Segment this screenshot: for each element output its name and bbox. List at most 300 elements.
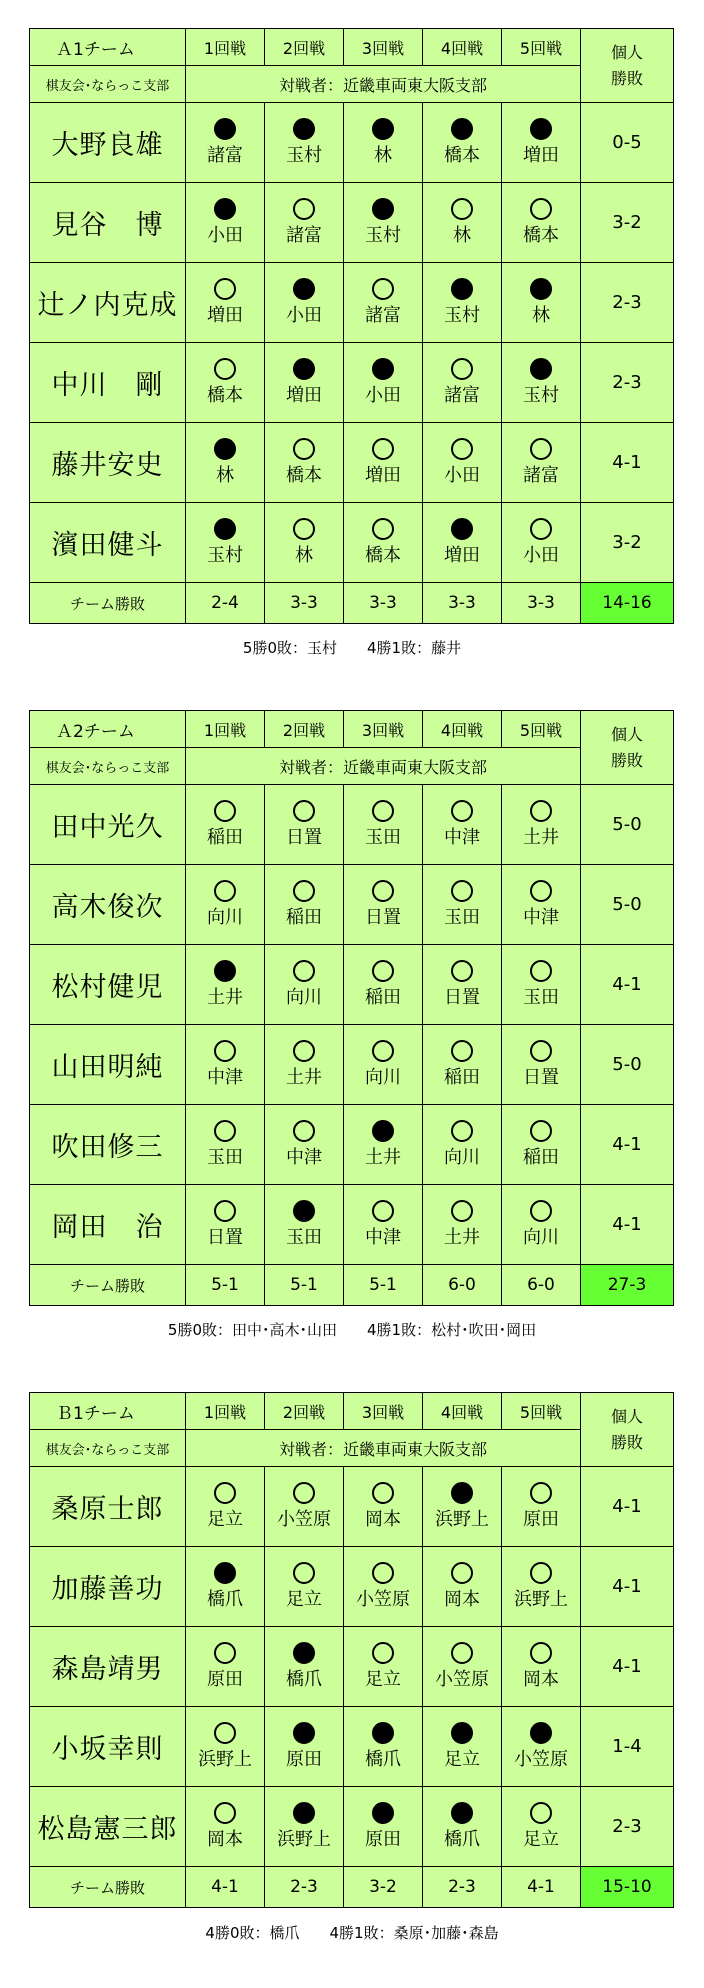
game-cell: [423, 103, 502, 183]
opponent-name: 小田: [523, 545, 559, 566]
round-header: 2回戦: [265, 711, 344, 748]
game-cell: [423, 183, 502, 263]
win-circle-icon: [451, 800, 473, 822]
loss-circle-icon: [451, 278, 473, 300]
loss-circle-icon: [214, 198, 236, 220]
opponent-name: 玉村: [444, 305, 480, 326]
opponent-name: 林: [453, 225, 471, 246]
round-header: 1回戦: [186, 711, 265, 748]
player-record: 3-2: [581, 503, 674, 583]
game-cell: [186, 503, 265, 583]
player-record: 5-0: [581, 1025, 674, 1105]
opponent-name: 小田: [365, 385, 401, 406]
loss-circle-icon: [451, 1802, 473, 1824]
team-block: [29, 28, 673, 624]
win-circle-icon: [214, 1642, 236, 1664]
player-row: [30, 1467, 674, 1547]
player-row: [30, 103, 674, 183]
round-header: 1回戦: [186, 1393, 265, 1430]
loss-circle-icon: [372, 1802, 394, 1824]
game-cell: [344, 1025, 423, 1105]
round-header: 4回戦: [423, 1393, 502, 1430]
opponent-name: 原田: [365, 1829, 401, 1850]
opponent-name: 向川: [207, 907, 243, 928]
game-cell: [265, 423, 344, 503]
game-cell: [344, 1627, 423, 1707]
game-cell: [186, 343, 265, 423]
round-header: 4回戦: [423, 29, 502, 66]
game-cell: [265, 1627, 344, 1707]
player-record: 4-1: [581, 1185, 674, 1265]
game-cell: [265, 343, 344, 423]
game-cell: [265, 945, 344, 1025]
game-cell: [186, 1185, 265, 1265]
opponent-name: 向川: [523, 1227, 559, 1248]
game-cell: [186, 1467, 265, 1547]
win-circle-icon: [451, 198, 473, 220]
win-circle-icon: [372, 800, 394, 822]
win-circle-icon: [530, 1482, 552, 1504]
opponent-name: 橋爪: [365, 1749, 401, 1770]
loss-circle-icon: [293, 1802, 315, 1824]
team-round-result: 5-1: [265, 1265, 344, 1306]
game-cell: [423, 1547, 502, 1627]
win-circle-icon: [530, 438, 552, 460]
game-cell: [423, 945, 502, 1025]
win-circle-icon: [530, 880, 552, 902]
win-circle-icon: [214, 880, 236, 902]
win-circle-icon: [214, 1120, 236, 1142]
game-cell: [186, 1707, 265, 1787]
opponent-name: 橋本: [523, 225, 559, 246]
opponent-name: 橋本: [444, 145, 480, 166]
team-block: [29, 1392, 673, 1908]
opponent-name: 小田: [286, 305, 322, 326]
team-block: [29, 710, 673, 1306]
player-name: 高木俊次: [30, 865, 186, 945]
opponent-name: 増田: [365, 465, 401, 486]
game-cell: [502, 263, 581, 343]
player-name: 岡田 治: [30, 1185, 186, 1265]
team-round-result: 3-3: [423, 583, 502, 624]
individual-record-header: [581, 1393, 674, 1467]
loss-circle-icon: [372, 1120, 394, 1142]
opponent-name: 橋爪: [286, 1669, 322, 1690]
game-cell: [502, 1185, 581, 1265]
player-name: 山田明純: [30, 1025, 186, 1105]
opponent-name: 岡本: [365, 1509, 401, 1530]
game-cell: [265, 263, 344, 343]
loss-circle-icon: [372, 1722, 394, 1744]
game-cell: [265, 865, 344, 945]
game-cell: [186, 183, 265, 263]
win-circle-icon: [372, 1642, 394, 1664]
player-name: 森島靖男: [30, 1627, 186, 1707]
game-cell: [344, 1547, 423, 1627]
game-cell: [502, 865, 581, 945]
game-cell: [502, 1105, 581, 1185]
player-row: [30, 1185, 674, 1265]
game-cell: [502, 785, 581, 865]
player-row: [30, 945, 674, 1025]
round-header: 3回戦: [344, 1393, 423, 1430]
individual-header-line1: 個人: [610, 724, 643, 744]
win-circle-icon: [451, 1562, 473, 1584]
loss-circle-icon: [214, 438, 236, 460]
player-record: 4-1: [581, 1105, 674, 1185]
win-circle-icon: [372, 960, 394, 982]
game-cell: [423, 1105, 502, 1185]
game-cell: [265, 1105, 344, 1185]
win-circle-icon: [451, 1120, 473, 1142]
opponent-name: 諸富: [444, 385, 480, 406]
player-name: 中川 剛: [30, 343, 186, 423]
win-circle-icon: [530, 1642, 552, 1664]
opponent-name: 林: [216, 465, 234, 486]
game-cell: [186, 263, 265, 343]
player-row: [30, 1627, 674, 1707]
game-cell: [423, 1467, 502, 1547]
loss-circle-icon: [372, 198, 394, 220]
round-header: 2回戦: [265, 29, 344, 66]
game-cell: [423, 343, 502, 423]
win-circle-icon: [372, 518, 394, 540]
player-row: [30, 503, 674, 583]
opponent-name: 岡本: [523, 1669, 559, 1690]
opponent-name: 土井: [286, 1067, 322, 1088]
player-row: [30, 1547, 674, 1627]
team-round-result: 5-1: [186, 1265, 265, 1306]
player-row: [30, 343, 674, 423]
game-cell: [186, 945, 265, 1025]
win-circle-icon: [293, 1482, 315, 1504]
player-name: 小坂幸則: [30, 1707, 186, 1787]
round-header: 4回戦: [423, 711, 502, 748]
win-circle-icon: [530, 1120, 552, 1142]
win-circle-icon: [530, 198, 552, 220]
team-round-result: 3-3: [502, 583, 581, 624]
opponent-name: 向川: [286, 987, 322, 1008]
loss-circle-icon: [214, 1562, 236, 1584]
opponent-name: 浜野上: [435, 1509, 489, 1530]
results-table: [29, 1392, 674, 1908]
individual-record-header: [581, 711, 674, 785]
loss-circle-icon: [293, 118, 315, 140]
opponent-name: 足立: [523, 1829, 559, 1850]
player-name: 松島憲三郎: [30, 1787, 186, 1867]
team-name: Ａ1チーム: [30, 29, 186, 66]
loss-circle-icon: [451, 1482, 473, 1504]
win-circle-icon: [530, 1562, 552, 1584]
loss-circle-icon: [293, 278, 315, 300]
win-circle-icon: [530, 1802, 552, 1824]
loss-circle-icon: [372, 118, 394, 140]
game-cell: [344, 865, 423, 945]
player-row: [30, 1105, 674, 1185]
opponent-name: 橋本: [365, 545, 401, 566]
win-circle-icon: [451, 358, 473, 380]
win-circle-icon: [372, 278, 394, 300]
win-circle-icon: [214, 1482, 236, 1504]
player-record: 4-1: [581, 1627, 674, 1707]
win-circle-icon: [451, 880, 473, 902]
team-round-result: 6-0: [423, 1265, 502, 1306]
opponent-name: 中津: [523, 907, 559, 928]
loss-circle-icon: [530, 358, 552, 380]
opponent-name: 稲田: [444, 1067, 480, 1088]
win-circle-icon: [214, 1802, 236, 1824]
team-round-result: 3-3: [265, 583, 344, 624]
game-cell: [423, 263, 502, 343]
team-round-result: 5-1: [344, 1265, 423, 1306]
win-circle-icon: [293, 198, 315, 220]
opponent-name: 土井: [207, 987, 243, 1008]
win-circle-icon: [372, 1200, 394, 1222]
team-result-label: チーム勝敗: [30, 1867, 186, 1908]
opponent-name: 増田: [444, 545, 480, 566]
win-circle-icon: [293, 1120, 315, 1142]
game-cell: [186, 1787, 265, 1867]
opponent-name: 橋爪: [207, 1589, 243, 1610]
round-header: 5回戦: [502, 711, 581, 748]
opponent-name: 諸富: [286, 225, 322, 246]
win-circle-icon: [451, 1200, 473, 1222]
win-circle-icon: [293, 880, 315, 902]
opponent-name: 稲田: [365, 987, 401, 1008]
player-row: [30, 423, 674, 503]
loss-circle-icon: [293, 1200, 315, 1222]
player-row: [30, 785, 674, 865]
round-header: 3回戦: [344, 29, 423, 66]
individual-header-line1: 個人: [610, 1406, 643, 1426]
individual-record-header: [581, 29, 674, 103]
game-cell: [265, 1787, 344, 1867]
individual-header-line2: 勝敗: [610, 1432, 643, 1452]
player-name: 加藤善功: [30, 1547, 186, 1627]
loss-circle-icon: [530, 278, 552, 300]
game-cell: [344, 1105, 423, 1185]
team-round-result: 3-2: [344, 1867, 423, 1908]
team-round-result: 4-1: [186, 1867, 265, 1908]
opponent-name: 小笠原: [514, 1749, 568, 1770]
opponent-name: 浜野上: [198, 1749, 252, 1770]
opponent-name: 玉田: [207, 1147, 243, 1168]
opponent-name: 原田: [207, 1669, 243, 1690]
player-row: [30, 263, 674, 343]
game-cell: [423, 1025, 502, 1105]
game-cell: [265, 103, 344, 183]
win-circle-icon: [530, 960, 552, 982]
team-grand-total: 14-16: [581, 583, 674, 624]
team-name: Ａ2チーム: [30, 711, 186, 748]
player-name: 濱田健斗: [30, 503, 186, 583]
win-circle-icon: [530, 1040, 552, 1062]
loss-circle-icon: [214, 118, 236, 140]
win-circle-icon: [530, 518, 552, 540]
player-record: 3-2: [581, 183, 674, 263]
win-circle-icon: [372, 880, 394, 902]
loss-circle-icon: [451, 518, 473, 540]
win-circle-icon: [451, 438, 473, 460]
opponent-name: 玉田: [444, 907, 480, 928]
individual-header-line2: 勝敗: [610, 68, 643, 88]
game-cell: [344, 423, 423, 503]
win-circle-icon: [293, 438, 315, 460]
opponent-name: 日置: [207, 1227, 243, 1248]
game-cell: [502, 1467, 581, 1547]
team-grand-total: 27-3: [581, 1265, 674, 1306]
win-circle-icon: [293, 960, 315, 982]
opponent-name: 林: [374, 145, 392, 166]
opponent-name: 土井: [523, 827, 559, 848]
game-cell: [502, 1025, 581, 1105]
opponent-name: 岡本: [444, 1589, 480, 1610]
opponent-name: 林: [532, 305, 550, 326]
club-name: 棋友会･ならっこ支部: [30, 1430, 186, 1467]
game-cell: [344, 945, 423, 1025]
win-circle-icon: [451, 1642, 473, 1664]
player-name: 田中光久: [30, 785, 186, 865]
loss-circle-icon: [451, 118, 473, 140]
team-round-result: 2-3: [265, 1867, 344, 1908]
player-row: [30, 1025, 674, 1105]
opponent-name: 増田: [523, 145, 559, 166]
opponent-name: 林: [295, 545, 313, 566]
individual-header-line2: 勝敗: [610, 750, 643, 770]
game-cell: [186, 1105, 265, 1185]
opponent-name: 諸富: [365, 305, 401, 326]
win-circle-icon: [372, 1040, 394, 1062]
opponent-name: 中津: [444, 827, 480, 848]
win-circle-icon: [372, 1562, 394, 1584]
win-circle-icon: [530, 1200, 552, 1222]
opponent-name: 橋爪: [444, 1829, 480, 1850]
game-cell: [423, 1707, 502, 1787]
player-record: 4-1: [581, 423, 674, 503]
opponent-name: 玉田: [523, 987, 559, 1008]
win-circle-icon: [214, 358, 236, 380]
game-cell: [186, 1025, 265, 1105]
game-cell: [423, 1627, 502, 1707]
game-cell: [344, 1787, 423, 1867]
team-result-label: チーム勝敗: [30, 583, 186, 624]
game-cell: [344, 1185, 423, 1265]
opponent-name: 向川: [365, 1067, 401, 1088]
game-cell: [186, 865, 265, 945]
opponent-name: 玉田: [365, 827, 401, 848]
game-cell: [502, 1787, 581, 1867]
player-name: 見谷 博: [30, 183, 186, 263]
game-cell: [423, 423, 502, 503]
opponent-name: 日置: [444, 987, 480, 1008]
game-cell: [502, 343, 581, 423]
opponent-name: 日置: [286, 827, 322, 848]
player-record: 4-1: [581, 1467, 674, 1547]
opponent-name: 原田: [523, 1509, 559, 1530]
team-round-result: 6-0: [502, 1265, 581, 1306]
loss-circle-icon: [293, 1722, 315, 1744]
loss-circle-icon: [214, 518, 236, 540]
opponent-label: 対戦者：近畿車両東大阪支部: [186, 66, 581, 103]
player-record: 5-0: [581, 865, 674, 945]
team-round-result: 3-3: [344, 583, 423, 624]
opponent-name: 足立: [365, 1669, 401, 1690]
game-cell: [265, 1707, 344, 1787]
team-result-label: チーム勝敗: [30, 1265, 186, 1306]
opponent-name: 小笠原: [277, 1509, 331, 1530]
game-cell: [423, 865, 502, 945]
opponent-name: 土井: [365, 1147, 401, 1168]
opponent-name: 小田: [444, 465, 480, 486]
team-round-result: 2-4: [186, 583, 265, 624]
opponent-name: 日置: [365, 907, 401, 928]
game-cell: [344, 103, 423, 183]
win-circle-icon: [372, 438, 394, 460]
game-cell: [502, 183, 581, 263]
game-cell: [423, 1185, 502, 1265]
opponent-name: 向川: [444, 1147, 480, 1168]
player-name: 吹田修三: [30, 1105, 186, 1185]
game-cell: [265, 1547, 344, 1627]
player-record: 1-4: [581, 1707, 674, 1787]
win-circle-icon: [293, 1562, 315, 1584]
game-cell: [502, 1627, 581, 1707]
game-cell: [502, 103, 581, 183]
game-cell: [186, 1547, 265, 1627]
opponent-name: 稲田: [207, 827, 243, 848]
summary-line: 5勝0敗：田中･高木･山田 4勝1敗：松村･吹田･岡田: [167, 1321, 537, 1339]
game-cell: [344, 1467, 423, 1547]
player-record: 2-3: [581, 263, 674, 343]
game-cell: [344, 263, 423, 343]
opponent-name: 日置: [523, 1067, 559, 1088]
win-circle-icon: [214, 1722, 236, 1744]
opponent-name: 諸富: [207, 145, 243, 166]
game-cell: [502, 1707, 581, 1787]
game-cell: [344, 503, 423, 583]
player-record: 5-0: [581, 785, 674, 865]
team-result-row: [30, 1265, 674, 1306]
player-name: 藤井安史: [30, 423, 186, 503]
opponent-name: 玉村: [523, 385, 559, 406]
opponent-name: 増田: [286, 385, 322, 406]
opponent-name: 小笠原: [356, 1589, 410, 1610]
opponent-name: 岡本: [207, 1829, 243, 1850]
player-name: 辻ノ内克成: [30, 263, 186, 343]
opponent-name: 土井: [444, 1227, 480, 1248]
loss-circle-icon: [372, 358, 394, 380]
win-circle-icon: [214, 1200, 236, 1222]
opponent-name: 玉村: [365, 225, 401, 246]
opponent-name: 原田: [286, 1749, 322, 1770]
round-header: 5回戦: [502, 29, 581, 66]
game-cell: [186, 423, 265, 503]
loss-circle-icon: [530, 118, 552, 140]
club-name: 棋友会･ならっこ支部: [30, 748, 186, 785]
player-name: 桑原士郎: [30, 1467, 186, 1547]
game-cell: [344, 343, 423, 423]
player-row: [30, 1707, 674, 1787]
opponent-name: 足立: [444, 1749, 480, 1770]
opponent-name: 足立: [286, 1589, 322, 1610]
opponent-name: 橋本: [286, 465, 322, 486]
game-cell: [265, 1467, 344, 1547]
team-result-row: [30, 1867, 674, 1908]
loss-circle-icon: [214, 960, 236, 982]
opponent-name: 玉田: [286, 1227, 322, 1248]
loss-circle-icon: [530, 1722, 552, 1744]
results-table: [29, 710, 674, 1306]
